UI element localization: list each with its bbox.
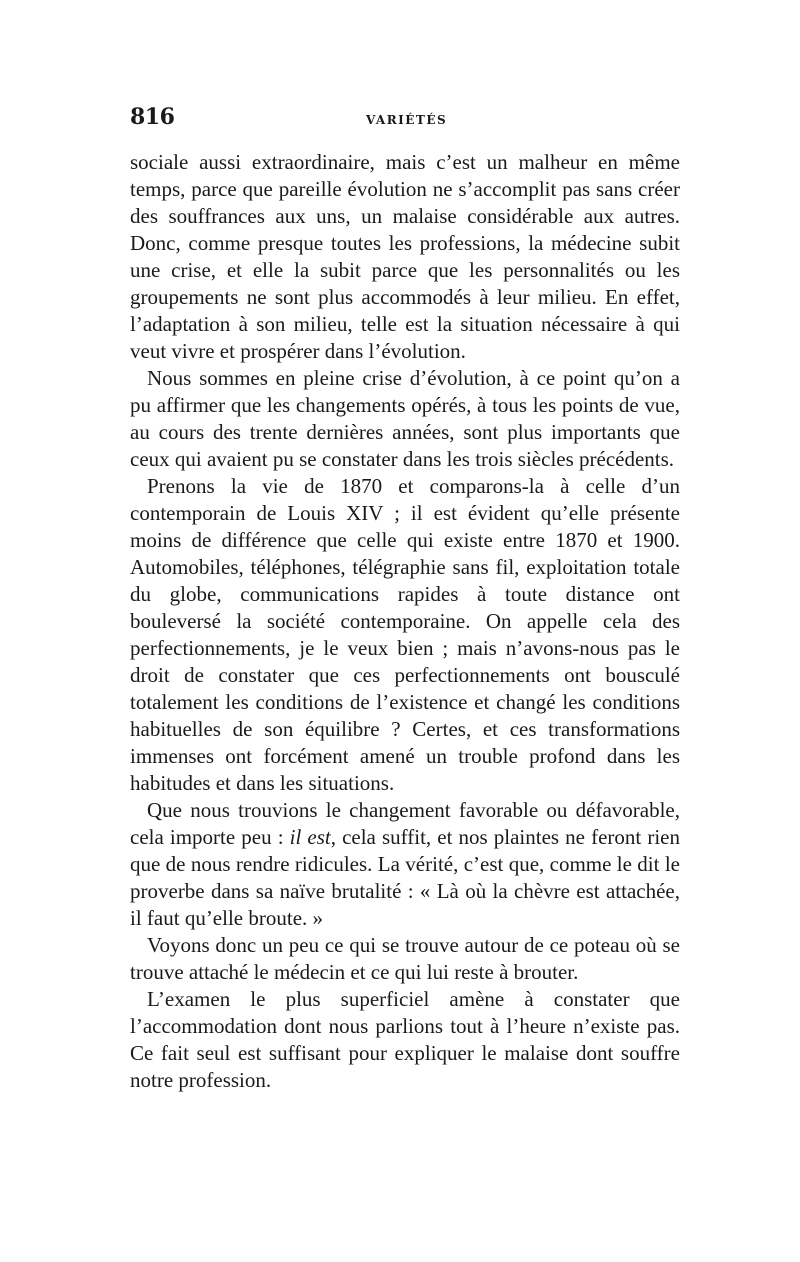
running-head — [130, 104, 678, 144]
paragraph-4-italic: il est — [289, 825, 331, 849]
page-number: 816 — [130, 104, 175, 130]
paragraph-3: Prenons la vie de 1870 et comparons-la à celle d’un contemporain de Louis XIV ; il est évident qu’elle présente moins de différence que celle qui existe entre 1870 et 1900. Automobiles, téléphones, télégraphie sans fil, exploitation totale du globe, communications rapides à toute distance ont bouleversé la société contemporaine. On appelle cela des perfectionnements, je le veux bien ; mais n’avons-nous pas le droit de constater que ces perfectionnements ont bousculé totalement les conditions de l’existence et changé les conditions habituelles de son équilibre ? Certes, et ces transformations immenses ont forcément amené un trouble profond dans les habitudes et dans les situations. — [130, 474, 680, 795]
paragraph-4-text-before: Que nous trouvions le changement favorable ou défavorable, cela importe peu : — [130, 798, 680, 849]
body-text — [130, 149, 680, 1094]
paragraph-2: Nous sommes en pleine crise d’évolution, à ce point qu’on a pu affirmer que les changements opérés, à tous les points de vue, au cours des trente dernières années, sont plus importants que ceux qui avaient pu se constater dans les trois siècles précédents. — [130, 366, 680, 471]
paragraph-5: Voyons donc un peu ce qui se trouve autour de ce poteau où se trouve attaché le médecin et ce qui lui reste à brouter. — [130, 933, 680, 984]
paragraph-4 — [130, 797, 680, 932]
paragraph-1: sociale aussi extraordinaire, mais c’est un malheur en même temps, parce que pareille évolution ne s’accomplit pas sans créer des souffrances aux uns, un malaise considérable aux autres. Donc, comme presque toutes les professions, la médecine subit une crise, et elle la subit parce que les personnalités ou les groupements ne sont plus accommodés à leur milieu. En effet, l’adaptation à son milieu, telle est la situation nécessaire à qui veut vivre et prospérer dans l’évolution. — [130, 150, 680, 363]
section-title: VARIÉTÉS — [366, 113, 448, 127]
paragraph-4-text-after: , cela suffit, et nos plaintes ne feront rien que de nous rendre ridicules. La vérité, c’est que, comme le dit le proverbe dans sa naïve brutalité : « Là où la chèvre est attachée, il faut qu’elle broute. » — [130, 825, 680, 930]
paragraph-6: L’examen le plus superficiel amène à constater que l’accommodation dont nous parlions tout à l’heure n’existe pas. Ce fait seul est suffisant pour expliquer le malaise dont souffre notre profession. — [130, 987, 680, 1092]
